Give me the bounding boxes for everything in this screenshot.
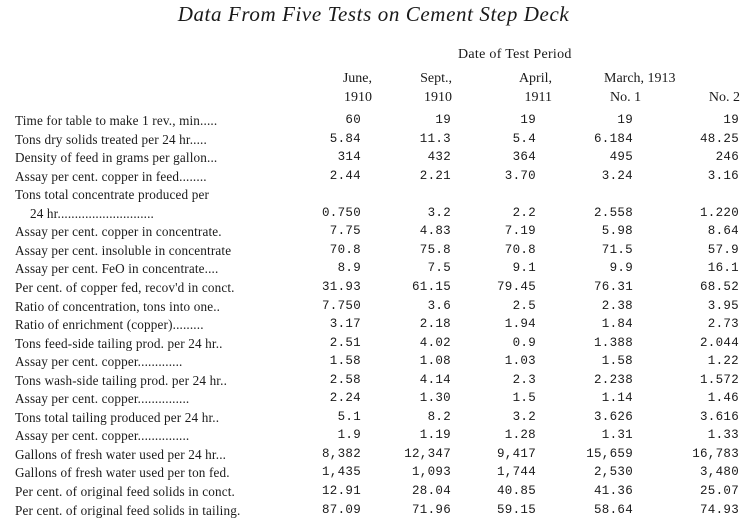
cell-value: 60 — [345, 113, 361, 127]
cell-value: 3.2 — [427, 205, 451, 220]
cell-value: 3.17 — [329, 317, 361, 332]
table-row — [0, 241, 747, 260]
table-row — [0, 371, 747, 390]
row-label: Tons wash-side tailing prod. per 24 hr.. — [15, 372, 228, 388]
table-row — [0, 463, 747, 482]
cell-value: 5.84 — [329, 131, 361, 146]
cell-value: 314 — [337, 150, 361, 165]
cell-value: 4.14 — [419, 372, 451, 387]
row-label: Per cent. of original feed solids in conct. — [15, 484, 235, 499]
cell-value: 3,480 — [699, 465, 739, 480]
column-header-line2: 1910 — [424, 90, 452, 105]
cell-value: 48.25 — [699, 131, 739, 146]
cell-value: 16.1 — [707, 261, 739, 276]
cell-value: 9,417 — [496, 446, 536, 461]
table-row — [0, 352, 747, 371]
cell-value: 28.04 — [411, 484, 451, 498]
cell-value: 70.8 — [504, 242, 536, 257]
table-row — [0, 408, 747, 427]
cell-value: 1.84 — [601, 317, 633, 332]
cell-value: 40.85 — [496, 484, 536, 498]
cell-value: 75.8 — [419, 242, 451, 257]
row-label: Tons total concentrate produced per — [15, 187, 210, 203]
table-row — [0, 148, 747, 167]
cell-value: 2.38 — [601, 298, 633, 313]
row-label: Assay per cent. copper............. — [15, 354, 183, 370]
cell-value: 2.3 — [512, 372, 536, 387]
row-label: 24 hr............................ — [30, 205, 155, 221]
table-row — [0, 278, 747, 297]
row-label: Density of feed in grams per gallon... — [15, 150, 218, 166]
row-label: Gallons of fresh water used per 24 hr... — [15, 446, 227, 462]
cell-value: 1.28 — [504, 428, 536, 443]
table-row — [0, 426, 747, 445]
cell-value: 19 — [617, 113, 633, 127]
column-header-line1: June, — [342, 71, 372, 86]
cell-value: 1.94 — [504, 317, 536, 332]
cell-value: 2.238 — [593, 372, 633, 387]
row-label: Assay per cent. insoluble in concentrate — [15, 242, 232, 258]
table-row — [0, 204, 747, 223]
column-header-april-1911 — [500, 69, 552, 107]
cell-value: 2.2 — [512, 205, 536, 220]
cell-value: 19 — [723, 113, 739, 127]
cell-value: 4.02 — [419, 335, 451, 350]
cell-value: 2.73 — [707, 317, 739, 332]
cell-value: 1.33 — [707, 428, 739, 443]
row-label: Assay per cent. FeO in concentrate.... — [15, 261, 219, 277]
cell-value: 2.044 — [699, 335, 739, 350]
table-row — [0, 315, 747, 334]
cell-value: 2.558 — [593, 205, 633, 220]
cell-value: 1.19 — [419, 428, 451, 443]
cell-value: 3.16 — [707, 168, 739, 183]
cell-value: 2.44 — [329, 168, 361, 183]
row-label: Tons dry solids treated per 24 hr..... — [15, 131, 207, 147]
row-label: Ratio of enrichment (copper)......... — [15, 317, 204, 333]
cell-value: 1.31 — [601, 428, 633, 443]
table-row — [0, 297, 747, 316]
row-label: Tons feed-side tailing prod. per 24 hr.. — [15, 335, 223, 351]
cell-value: 68.52 — [699, 279, 739, 294]
cell-value: 61.15 — [411, 279, 451, 294]
row-label: Assay per cent. copper in feed........ — [15, 168, 207, 184]
cell-value: 246 — [715, 150, 739, 165]
cell-value: 1,435 — [321, 465, 361, 480]
cell-value: 432 — [427, 150, 451, 165]
column-header-line1: Sept., — [420, 71, 452, 86]
column-header-march-1913-no2 — [690, 69, 740, 107]
row-label: Time for table to make 1 rev., min..... — [15, 113, 218, 128]
cell-value: 58.64 — [593, 502, 633, 517]
cell-value: 8,382 — [321, 446, 361, 461]
cell-value: 1.58 — [601, 354, 633, 369]
column-header-sept-1910 — [400, 69, 452, 107]
cell-value: 1.14 — [601, 391, 633, 406]
table-row — [0, 222, 747, 241]
row-label: Per cent. of copper fed, recov'd in conct. — [15, 279, 235, 295]
cell-value: 3.24 — [601, 168, 633, 183]
cell-value: 7.75 — [329, 224, 361, 239]
table-row — [0, 185, 747, 204]
column-header-line2: No. 2 — [708, 90, 740, 105]
cell-value: 1.03 — [504, 354, 536, 369]
cell-value: 3.626 — [593, 409, 633, 424]
cell-value: 76.31 — [593, 279, 633, 294]
cell-value: 5.98 — [601, 224, 633, 239]
cell-value: 11.3 — [419, 131, 451, 146]
cell-value: 3.6 — [427, 298, 451, 313]
cell-value: 1.58 — [329, 354, 361, 369]
table-row — [0, 259, 747, 278]
cell-value: 1.220 — [699, 205, 739, 220]
table-row — [0, 167, 747, 186]
cell-value: 2,530 — [593, 465, 633, 480]
cell-value: 3.616 — [699, 409, 739, 424]
cell-value: 12,347 — [404, 446, 451, 461]
table-row — [0, 445, 747, 464]
cell-value: 9.9 — [609, 261, 633, 276]
table-row — [0, 482, 747, 501]
cell-value: 2.24 — [329, 391, 361, 406]
table-row — [0, 501, 747, 520]
cell-value: 1.5 — [512, 391, 536, 406]
row-label: Ratio of concentration, tons into one.. — [15, 298, 221, 314]
cell-value: 2.51 — [329, 335, 361, 350]
cell-value: 3.2 — [512, 409, 536, 424]
cell-value: 2.18 — [419, 317, 451, 332]
table-row — [0, 389, 747, 408]
cell-value: 5.4 — [512, 131, 536, 146]
cell-value: 1.9 — [337, 428, 361, 443]
cell-value: 8.9 — [337, 261, 361, 276]
cell-value: 74.93 — [699, 502, 739, 517]
cell-value: 6.184 — [593, 131, 633, 146]
table-row — [0, 111, 747, 130]
cell-value: 1.46 — [707, 391, 739, 406]
row-label: Gallons of fresh water used per ton fed. — [15, 465, 230, 481]
cell-value: 7.19 — [504, 224, 536, 239]
cell-value: 1.572 — [699, 372, 739, 387]
table-row — [0, 130, 747, 149]
column-header-line2: No. 1 — [610, 90, 642, 105]
cell-value: 15,659 — [586, 446, 633, 461]
cell-value: 7.750 — [321, 298, 361, 313]
cell-value: 3.95 — [707, 298, 739, 313]
table-row — [0, 334, 747, 353]
row-label: Assay per cent. copper............... — [15, 428, 190, 444]
cell-value: 25.07 — [699, 484, 739, 498]
row-label: Tons total tailing produced per 24 hr.. — [15, 409, 220, 425]
row-label: Per cent. of original feed solids in tailing. — [15, 502, 241, 518]
cell-value: 8.64 — [707, 224, 739, 239]
cell-value: 71.5 — [601, 242, 633, 257]
column-header-line1 — [690, 69, 740, 88]
cell-value: 8.2 — [427, 409, 451, 424]
cell-value: 1,093 — [411, 465, 451, 480]
table-title: Data From Five Tests on Cement Step Deck — [177, 2, 570, 26]
column-header-line1: April, — [518, 71, 552, 86]
cell-value: 31.93 — [321, 279, 361, 294]
cell-value: 12.91 — [321, 484, 361, 498]
cell-value: 87.09 — [321, 502, 361, 517]
cell-value: 2.21 — [419, 168, 451, 183]
cell-value: 495 — [609, 150, 633, 165]
cell-value: 4.83 — [419, 224, 451, 239]
cell-value: 1.08 — [419, 354, 451, 369]
cell-value: 1.30 — [419, 391, 451, 406]
cell-value: 1.388 — [593, 335, 633, 350]
column-header-march-1913-no1 — [558, 69, 676, 107]
row-label: Assay per cent. copper............... — [15, 391, 190, 407]
cell-value: 16,783 — [692, 446, 739, 461]
cell-value: 5.1 — [337, 409, 361, 424]
cell-value: 3.70 — [504, 168, 536, 183]
column-header-line1: March, 1913 — [604, 71, 676, 86]
cell-value: 2.58 — [329, 372, 361, 387]
period-header: Date of Test Period — [458, 47, 572, 62]
cell-value: 70.8 — [329, 242, 361, 257]
column-header-june-1910 — [316, 69, 372, 107]
cell-value: 19 — [435, 113, 451, 127]
cell-value: 364 — [512, 150, 536, 165]
cell-value: 1,744 — [496, 465, 536, 480]
cell-value: 1.22 — [707, 354, 739, 369]
cell-value: 0.750 — [321, 205, 361, 220]
column-header-line2: 1911 — [524, 90, 552, 105]
cell-value: 7.5 — [427, 261, 451, 276]
cell-value: 0.9 — [512, 335, 536, 350]
column-header-line2: 1910 — [344, 90, 372, 105]
row-label: Assay per cent. copper in concentrate. — [15, 224, 222, 240]
cell-value: 59.15 — [496, 502, 536, 517]
cell-value: 41.36 — [593, 484, 633, 498]
cell-value: 19 — [520, 113, 536, 127]
cell-value: 71.96 — [411, 502, 451, 517]
cell-value: 2.5 — [512, 298, 536, 313]
cell-value: 57.9 — [707, 242, 739, 257]
cell-value: 79.45 — [496, 279, 536, 294]
cell-value: 9.1 — [512, 261, 536, 276]
